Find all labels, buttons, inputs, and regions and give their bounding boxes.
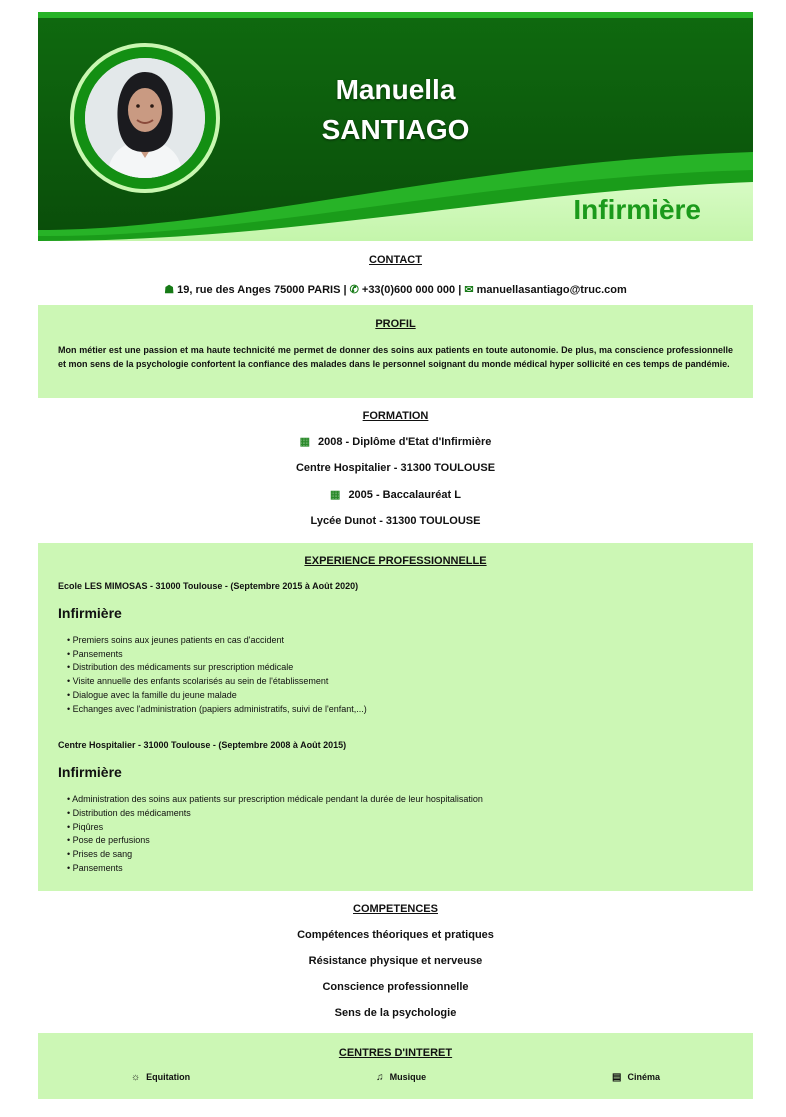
skill-item: Compétences théoriques et pratiques	[297, 929, 494, 941]
cv-page	[38, 12, 753, 1099]
experience-role: Infirmière	[58, 764, 122, 781]
experience-entry	[38, 740, 753, 875]
calendar-icon: ▦	[330, 489, 341, 501]
profil-text: Mon métier est une passion et ma haute technicité me permet de donner des soins aux patients en toute autonomie. De plus, ma conscience professionnelle et mon sens de la psychologie confortent la confiance des malades dans le personnel soignant du monde médical hyper sollicité en ces temps de pandémie.	[58, 345, 733, 369]
skill-item: Résistance physique et nerveuse	[308, 955, 483, 967]
profile-photo-frame	[70, 43, 220, 193]
formation-school: Centre Hospitalier - 31300 TOULOUSE	[295, 462, 496, 474]
phone-icon: ✆	[349, 284, 359, 296]
list-item: • Administration des soins aux patients sur prescription médicale pendant la durée de leur hospitalisation	[67, 793, 733, 807]
list-item: • Pose de perfusions	[67, 834, 733, 848]
list-item: • Echanges avec l'administration (papiers administratifs, suivi de l'enfant,...)	[67, 703, 733, 717]
hobbies-row	[38, 1072, 753, 1083]
section-title-competences: COMPETENCES	[353, 903, 438, 915]
experience-entry	[38, 581, 753, 716]
section-title-experience: EXPERIENCE PROFESSIONNELLE	[304, 555, 487, 567]
experience-org: Ecole LES MIMOSAS - 31000 Toulouse - (Septembre 2015 à Août 2020)	[58, 581, 359, 591]
list-item: • Pansements	[67, 862, 733, 876]
separator: |	[458, 284, 462, 296]
contact-address: 19, rue des Anges 75000 PARIS	[177, 284, 341, 296]
section-title-profil: PROFIL	[375, 318, 416, 330]
experience-org: Centre Hospitalier - 31000 Toulouse - (Septembre 2008 à Août 2015)	[58, 740, 347, 751]
list-item: • Dialogue avec la famille du jeune malade	[67, 689, 733, 703]
contact-section	[38, 241, 753, 305]
skill-item: Sens de la psychologie	[334, 1007, 457, 1019]
envelope-icon: ✉	[464, 284, 474, 296]
experience-tasks	[58, 634, 733, 716]
contact-line	[38, 283, 753, 296]
profil-section	[38, 305, 753, 398]
list-item: • Prises de sang	[67, 848, 733, 862]
formation-section	[38, 398, 753, 543]
formation-school: Lycée Dunot - 31300 TOULOUSE	[310, 515, 481, 527]
job-title: Infirmière	[573, 194, 701, 225]
list-item: • Pansements	[67, 648, 733, 662]
hobby-item: ☼ Equitation	[130, 1072, 191, 1083]
experience-tasks	[58, 793, 733, 875]
formation-diploma: ▦ 2008 - Diplôme d'Etat d'Infirmière	[299, 436, 492, 448]
list-item: • Premiers soins aux jeunes patients en cas d'accident	[67, 634, 733, 648]
home-icon: ☗	[164, 284, 175, 296]
list-item: • Distribution des médicaments sur prescription médicale	[67, 661, 733, 675]
skill-item: Conscience professionnelle	[322, 981, 469, 993]
section-title-contact: CONTACT	[369, 254, 422, 266]
formation-diploma: ▦ 2005 - Baccalauréat L	[330, 489, 461, 501]
hobby-item: ▤ Cinéma	[612, 1072, 660, 1083]
experience-role: Infirmière	[58, 605, 122, 621]
list-item: • Distribution des médicaments	[67, 807, 733, 821]
last-name: SANTIAGO	[321, 114, 470, 145]
film-icon: ▤	[612, 1072, 622, 1083]
calendar-icon: ▦	[299, 436, 311, 448]
contact-phone: +33(0)600 000 000	[361, 284, 456, 296]
profile-photo	[85, 58, 205, 178]
section-title-formation: FORMATION	[362, 410, 429, 422]
list-item: • Visite annuelle des enfants scolarisés au sein de l'établissement	[67, 675, 733, 689]
section-title-interets: CENTRES D'INTERET	[338, 1047, 453, 1059]
list-item: • Piqûres	[67, 821, 733, 835]
avatar-illustration	[85, 58, 205, 178]
hobby-item: ♫ Musique	[376, 1072, 427, 1083]
interets-section	[38, 1033, 753, 1099]
competences-section	[38, 891, 753, 1033]
separator: |	[343, 284, 347, 296]
contact-email[interactable]: manuellasantiago@truc.com	[476, 284, 627, 296]
cv-header	[38, 12, 753, 241]
sun-icon: ☼	[130, 1072, 141, 1083]
music-note-icon: ♫	[376, 1072, 384, 1083]
first-name: Manuella	[335, 74, 456, 105]
experience-section	[38, 543, 753, 891]
